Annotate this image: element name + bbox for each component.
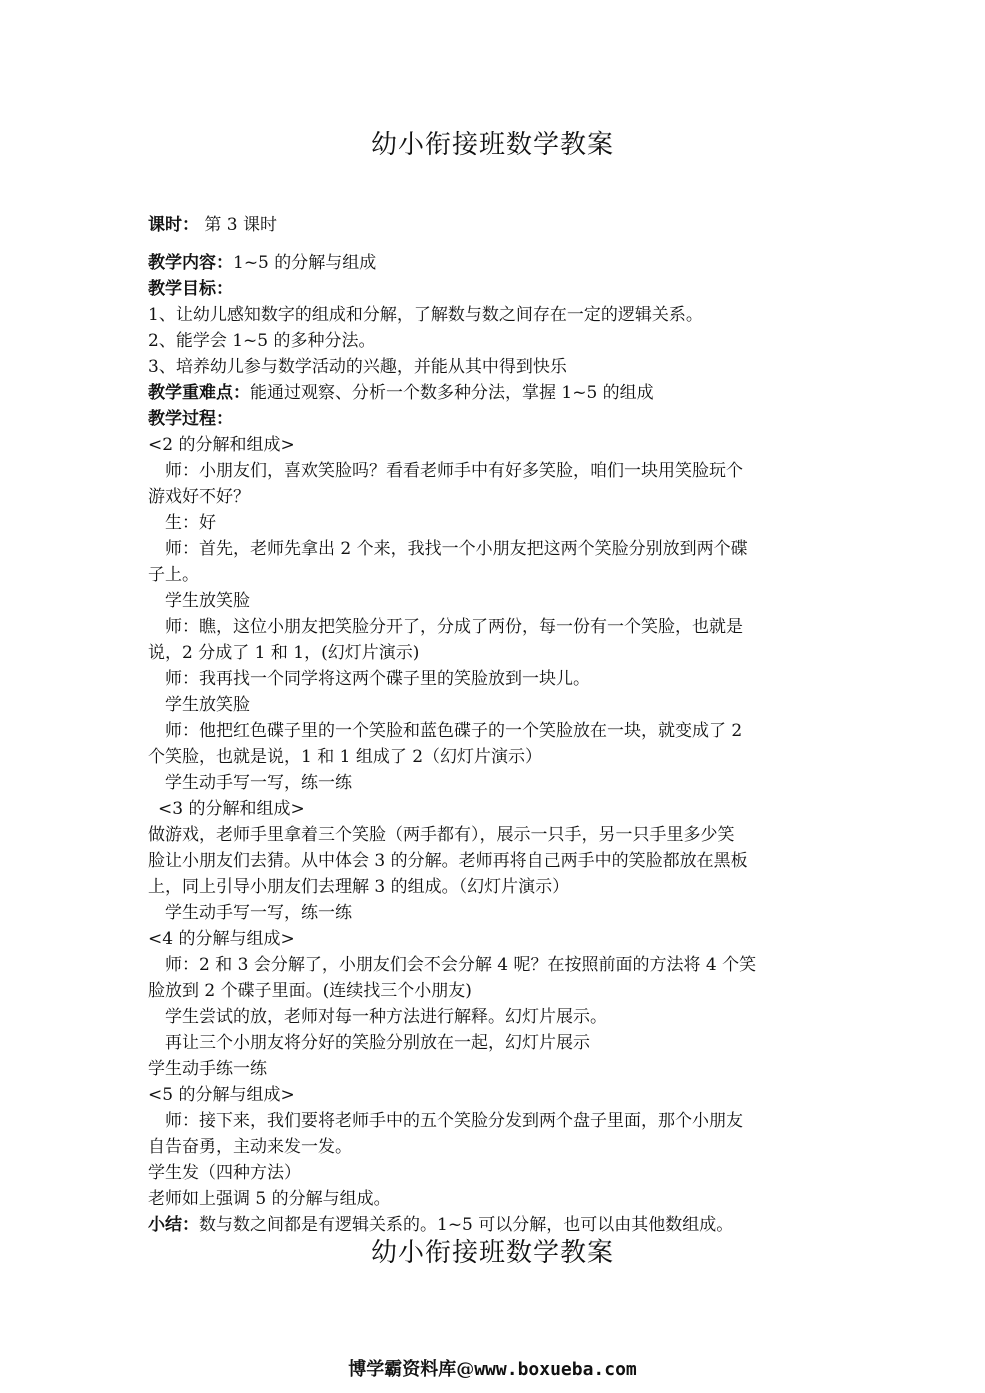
section-2-para-5-line-1: 师：瞧，这位小朋友把笑脸分开了，分成了两份，每一份有一个笑脸，也就是 [165,617,743,637]
section-3-para-1-line-2: 脸让小朋友们去猜。从中体会 3 的分解。老师再将自己两手中的笑脸都放在黑板 [148,851,748,871]
section-4-para-1-line-1: 师：2 和 3 会分解了，小朋友们会不会分解 4 呢？在按照前面的方法将 4 个笑 [165,955,757,975]
footer-site-name: 博学霸资料库@ [348,1359,475,1380]
section-4-para-4: 学生动手练一练 [148,1059,267,1079]
key-points-value: 能通过观察、分析一个数多种分法，掌握 1~5 的组成 [250,383,654,403]
document-body [148,250,848,1238]
section-2-para-4: 学生放笑脸 [165,591,250,611]
lesson-time [148,212,277,238]
objective-item-1: 1、让幼儿感知数字的组成和分解，了解数与数之间存在一定的逻辑关系。 [148,305,703,325]
section-2-para-9: 学生动手写一写，练一练 [165,773,352,793]
section-2-para-7: 学生放笑脸 [165,695,250,715]
section-2-para-2: 生：好 [165,513,216,533]
section-2-para-6: 师：我再找一个同学将这两个碟子里的笑脸放到一块儿。 [165,669,590,689]
section-4-para-1-line-2: 脸放到 2 个碟子里面。(连续找三个小朋友) [148,981,472,1001]
section-4-para-2: 学生尝试的放，老师对每一种方法进行解释。幻灯片展示。 [165,1007,607,1027]
section-3-para-1-line-3: 上，同上引导小朋友们去理解 3 的组成。（幻灯片演示） [148,877,570,897]
section-5-para-1-line-2: 自告奋勇，主动来发一发。 [148,1137,352,1157]
section-2-para-3-line-1: 师：首先，老师先拿出 2 个来，我找一个小朋友把这两个笑脸分别放到两个碟 [165,539,748,559]
footer-url[interactable]: www.boxueba.com [474,1359,637,1380]
process-label: 教学过程： [148,409,233,429]
section-5-heading: <5 的分解与组成> [148,1085,295,1105]
section-4-para-3: 再让三个小朋友将分好的笑脸分别放在一起，幻灯片展示 [165,1033,590,1053]
content-value: 1~5 的分解与组成 [233,253,377,273]
section-2-para-8-line-2: 个笑脸，也就是说，1 和 1 组成了 2（幻灯片演示） [148,747,543,767]
section-2-para-1-line-2: 游戏好不好？ [148,487,250,507]
section-2-para-5-line-2: 说，2 分成了 1 和 1，(幻灯片演示) [148,643,420,663]
section-4-heading: <4 的分解与组成> [148,929,295,949]
section-3-para-1-line-1: 做游戏，老师手里拿着三个笑脸（两手都有），展示一只手，另一只手里多少笑 [148,825,735,845]
section-2-para-8-line-1: 师：他把红色碟子里的一个笑脸和蓝色碟子的一个笑脸放在一块，就变成了 2 [165,721,743,741]
key-points-line [148,380,848,406]
section-2-para-3-line-2: 子上。 [148,565,199,585]
section-3-heading: <3 的分解和组成> [158,799,305,819]
lesson-time-label: 课时： [148,215,199,235]
summary-line [148,1212,848,1238]
section-3-para-2: 学生动手写一写，练一练 [165,903,352,923]
lesson-time-value: 第 3 课时 [204,215,278,235]
section-2-para-1-line-1: 师：小朋友们，喜欢笑脸吗？看看老师手中有好多笑脸，咱们一块用笑脸玩个 [165,461,743,481]
objective-item-2: 2、能学会 1~5 的多种分法。 [148,331,376,351]
key-points-label: 教学重难点： [148,383,250,403]
section-5-para-2: 学生发（四种方法） [148,1163,301,1183]
objectives-label: 教学目标： [148,279,233,299]
content-label: 教学内容： [148,253,233,273]
summary-label: 小结： [148,1215,199,1235]
content-line [148,250,848,276]
document-title: 幼小衔接班数学教案 [370,130,614,160]
objective-item-3: 3、培养幼儿参与数学活动的兴趣，并能从其中得到快乐 [148,357,567,377]
document-title-repeat: 幼小衔接班数学教案 [370,1238,614,1268]
summary-value: 数与数之间都是有逻辑关系的。1~5 可以分解，也可以由其他数组成。 [199,1215,734,1235]
section-5-para-1-line-1: 师：接下来，我们要将老师手中的五个笑脸分发到两个盘子里面，那个小朋友 [165,1111,743,1131]
footer-watermark [0,1358,985,1382]
section-2-heading: <2 的分解和组成> [148,435,295,455]
section-5-para-3: 老师如上强调 5 的分解与组成。 [148,1189,391,1209]
